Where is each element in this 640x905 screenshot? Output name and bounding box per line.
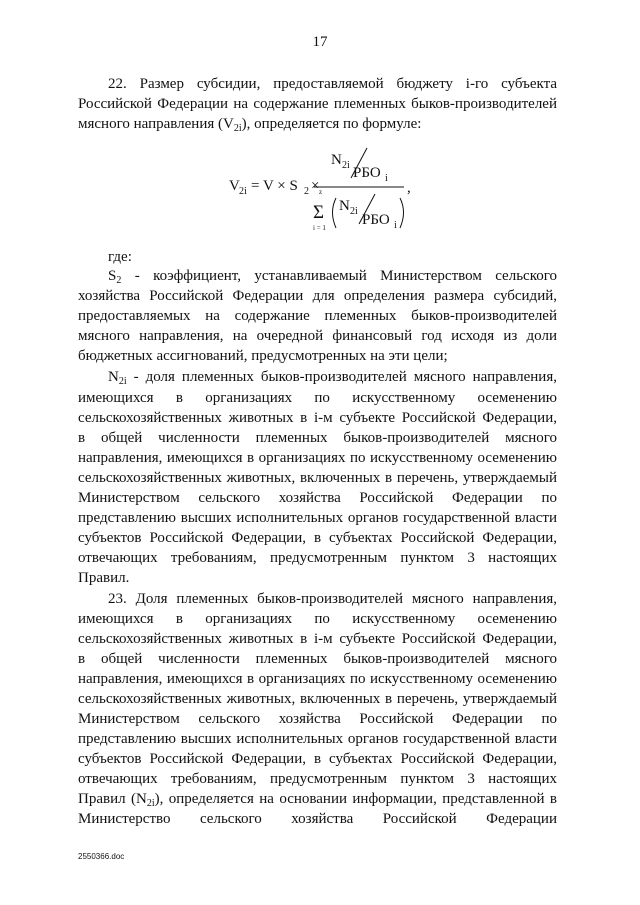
text-fragment: - доля племенных быков-производителей мясного направления, — [126, 369, 557, 385]
paragraph-23-line-3: сельскохозяйственных животных в i-м субъекте Российской Федерации, — [78, 631, 557, 647]
formula-num-n-sub: 2i — [342, 160, 350, 171]
paragraph-23-line-7: Министерством сельского хозяйства Российской Федерации по — [78, 711, 557, 727]
n2i-line-1 — [108, 368, 557, 386]
subscript: 2i — [233, 123, 242, 134]
formula-lhs-v: V — [229, 178, 240, 194]
paragraph-23-line-2: имеющихся в организациях по искусственному осеменению — [78, 611, 557, 627]
subsidy-formula — [0, 142, 640, 242]
formula-right-paren — [400, 198, 404, 228]
formula-sum-bottom: i = 1 — [313, 224, 326, 232]
s2-line-3: предоставляемых на содержание племенных быков-производителей — [78, 308, 557, 324]
formula-s-sub: 2 — [304, 186, 309, 197]
paragraph-23-line-12: Министерство сельского хозяйства Российской Федерации — [78, 811, 557, 827]
n2i-line-11: Правил. — [78, 570, 130, 586]
page-number: 17 — [312, 34, 328, 50]
paragraph-23-line-10: отвечающих требованиям, предусмотренным пунктом 3 настоящих — [78, 771, 557, 787]
s2-line-5: бюджетных ассигнований, предусмотренных на эти цели; — [78, 348, 448, 364]
formula-den-rbo-sub: i — [394, 220, 397, 231]
paragraph-23-line-6: сельскохозяйственных животных, включенных в перечень, утверждаемый — [78, 691, 557, 707]
formula-sum-sign: Σ — [313, 202, 325, 223]
n2i-line-9: субъектов Российской Федерации, в субъектах Российской Федерации, — [78, 530, 557, 546]
text-fragment: ), определяется на основании информации, представленной в — [154, 791, 557, 807]
document-filename: 2550366.doc — [78, 852, 125, 861]
subscript: 2 — [116, 275, 122, 286]
n2i-line-4: в общей численности племенных быков-производителей мясного — [78, 430, 557, 446]
n2i-line-6: сельскохозяйственных животных, включенных в перечень, утверждаемый — [78, 470, 557, 486]
formula-sum-top: z — [319, 188, 323, 196]
formula-times: × — [311, 178, 320, 194]
paragraph-23-line-8: представлению высших исполнительных органов государственной власти — [78, 731, 557, 747]
n2i-line-3: сельскохозяйственных животных в i-м субъекте Российской Федерации, — [78, 410, 557, 426]
paragraph-23-line-4: в общей численности племенных быков-производителей мясного — [78, 651, 557, 667]
formula-den-n: N — [339, 198, 350, 214]
n2i-line-2: имеющихся в организациях по искусственному осеменению — [78, 390, 557, 406]
formula-num-n: N — [331, 152, 342, 168]
paragraph-22-line-2: Российской Федерации на содержание племенных быков-производителей — [78, 96, 557, 112]
formula-left-paren — [333, 198, 337, 228]
paragraph-23-line-1: 23. Доля племенных быков-производителей мясного направления, — [108, 591, 557, 607]
where-label: где: — [108, 249, 132, 265]
formula-num-rbo-sub: i — [385, 173, 388, 184]
text-fragment: N — [108, 369, 119, 385]
formula-comma: , — [407, 180, 411, 196]
formula-lhs-sub: 2i — [239, 186, 247, 197]
text-fragment: - коэффициент, устанавливаемый Министерством сельского — [121, 268, 557, 284]
formula-eq: = V × S — [251, 178, 298, 194]
n2i-line-7: Министерством сельского хозяйства Российской Федерации по — [78, 490, 557, 506]
s2-line-4: мясного направления, на очередной финансовый год исходя из доли — [78, 328, 557, 344]
text-fragment: мясного направления (V — [78, 116, 234, 132]
formula-den-rbo: РБО — [362, 212, 390, 228]
text-fragment: Правил (N — [78, 791, 147, 807]
text-fragment: S — [108, 268, 117, 284]
formula-num-rbo: РБО — [353, 165, 381, 181]
n2i-line-10: отвечающих требованиям, предусмотренным пунктом 3 настоящих — [78, 550, 557, 566]
paragraph-23-line-9: субъектов Российской Федерации, в субъектах Российской Федерации, — [78, 751, 557, 767]
paragraph-23-line-11 — [78, 790, 557, 808]
paragraph-23-line-5: направления, имеющихся в организациях по искусственному осеменению — [78, 671, 557, 687]
s2-line-2: хозяйства Российской Федерации для определения размера субсидий, — [78, 288, 557, 304]
paragraph-22-line-3 — [78, 115, 557, 133]
formula-den-n-sub: 2i — [350, 206, 358, 217]
text-fragment: ), определяется по формуле: — [241, 116, 422, 132]
n2i-line-5: направления, имеющихся в организациях по искусственному осеменению — [78, 450, 557, 466]
n2i-line-8: представлению высших исполнительных органов государственной власти — [78, 510, 557, 526]
paragraph-22-line-1: 22. Размер субсидии, предоставляемой бюджету i-го субъекта — [108, 76, 557, 92]
subscript: 2i — [118, 376, 127, 387]
subscript: 2i — [146, 798, 155, 809]
s2-line-1 — [108, 267, 557, 285]
